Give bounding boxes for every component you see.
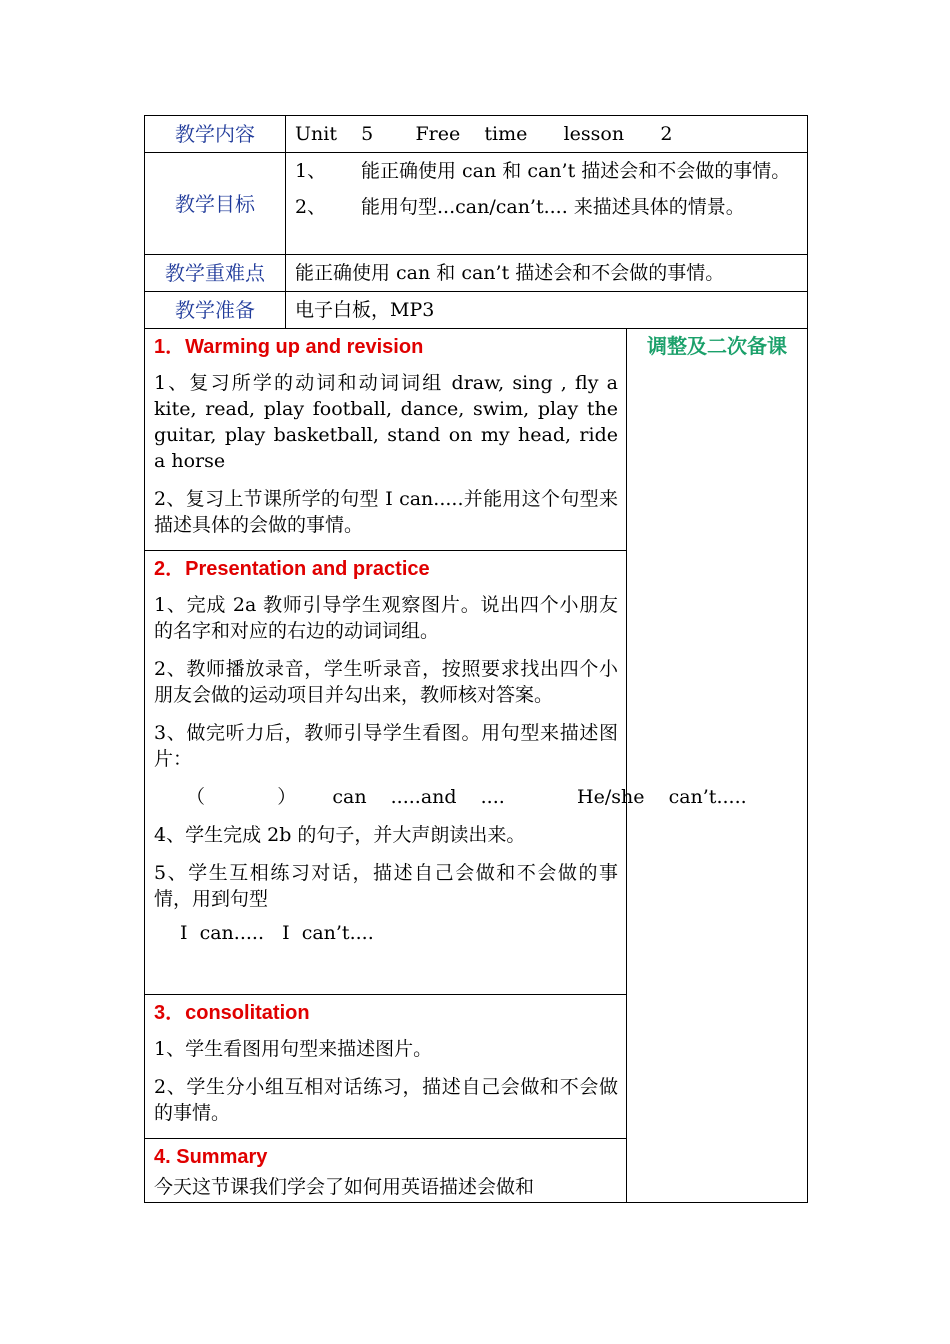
section-paragraph: 2、学生分小组互相对话练习，描述自己会做和不会做的事情。 xyxy=(154,1076,618,1124)
section-title: 3．consolitation xyxy=(154,1002,310,1024)
section-paragraph: 2、教师播放录音，学生听录音，按照要求找出四个小朋友会做的运动项目并勾出来，教师核对答案。 xyxy=(154,658,618,706)
section-title: 2．Presentation and practice xyxy=(154,558,430,580)
lesson-plan-table xyxy=(144,115,808,1203)
sentence-pattern: （ ） can .....and .... He/she can’t..... xyxy=(186,786,747,808)
section-warming-up xyxy=(145,329,627,551)
section-paragraph: 2、复习上节课所学的句型 I can.....并能用这个句型来描述具体的会做的事情。 xyxy=(154,488,618,536)
section-paragraph: 4、学生完成 2b 的句子，并大声朗读出来。 xyxy=(154,824,526,846)
goal-num: 1、 xyxy=(295,160,327,182)
preparation-label: 教学准备 xyxy=(145,292,286,329)
key-points-label: 教学重难点 xyxy=(145,255,286,292)
content-label: 教学内容 xyxy=(145,116,286,153)
section-title: 4. Summary xyxy=(154,1146,268,1168)
goals-value xyxy=(286,153,808,255)
row-key-points xyxy=(145,255,808,292)
section-paragraph: 1、学生看图用句型来描述图片。 xyxy=(154,1038,433,1060)
section-paragraph: 今天这节课我们学会了如何用英语描述会做和 xyxy=(154,1176,535,1198)
key-points-value: 能正确使用 can 和 can’t 描述会和不会做的事情。 xyxy=(286,255,808,292)
goal-item-2 xyxy=(295,194,799,220)
adjustment-title: 调整及二次备课 xyxy=(647,334,787,358)
goal-item-1 xyxy=(295,158,799,184)
row-preparation xyxy=(145,292,808,329)
goal-text: 能正确使用 can 和 can’t 描述会和不会做的事情。 xyxy=(361,160,791,182)
goal-num: 2、 xyxy=(295,196,327,218)
section-paragraph: 1、完成 2a 教师引导学生观察图片。说出四个小朋友的名字和对应的右边的动词词组。 xyxy=(154,594,618,642)
section-paragraph: 5、学生互相练习对话，描述自己会做和不会做的事情，用到句型 xyxy=(154,862,618,910)
section-presentation xyxy=(145,551,747,995)
section-consolidation xyxy=(145,995,627,1139)
section-paragraph: 1、复习所学的动词和动词词组 draw, sing , fly a kite, read, play football, dance, swim, play the guitar, play basketball, stand on my head, ride a horse xyxy=(154,372,618,472)
section-summary xyxy=(145,1139,627,1203)
goal-text: 能用句型...can/can’t.... 来描述具体的情景。 xyxy=(361,196,745,218)
preparation-value: 电子白板，MP3 xyxy=(286,292,808,329)
section-paragraph: 3、做完听力后，教师引导学生看图。用句型来描述图片： xyxy=(154,722,618,770)
content-value: Unit 5 Free time lesson 2 xyxy=(286,116,808,153)
row-content xyxy=(145,116,808,153)
row-goals xyxy=(145,153,808,255)
adjustment-column xyxy=(627,329,808,1203)
goals-label: 教学目标 xyxy=(145,153,286,255)
sentence-pattern: I can..... I can’t.... xyxy=(180,922,374,944)
row-section-1 xyxy=(145,329,808,551)
section-title: 1．Warming up and revision xyxy=(154,336,424,358)
